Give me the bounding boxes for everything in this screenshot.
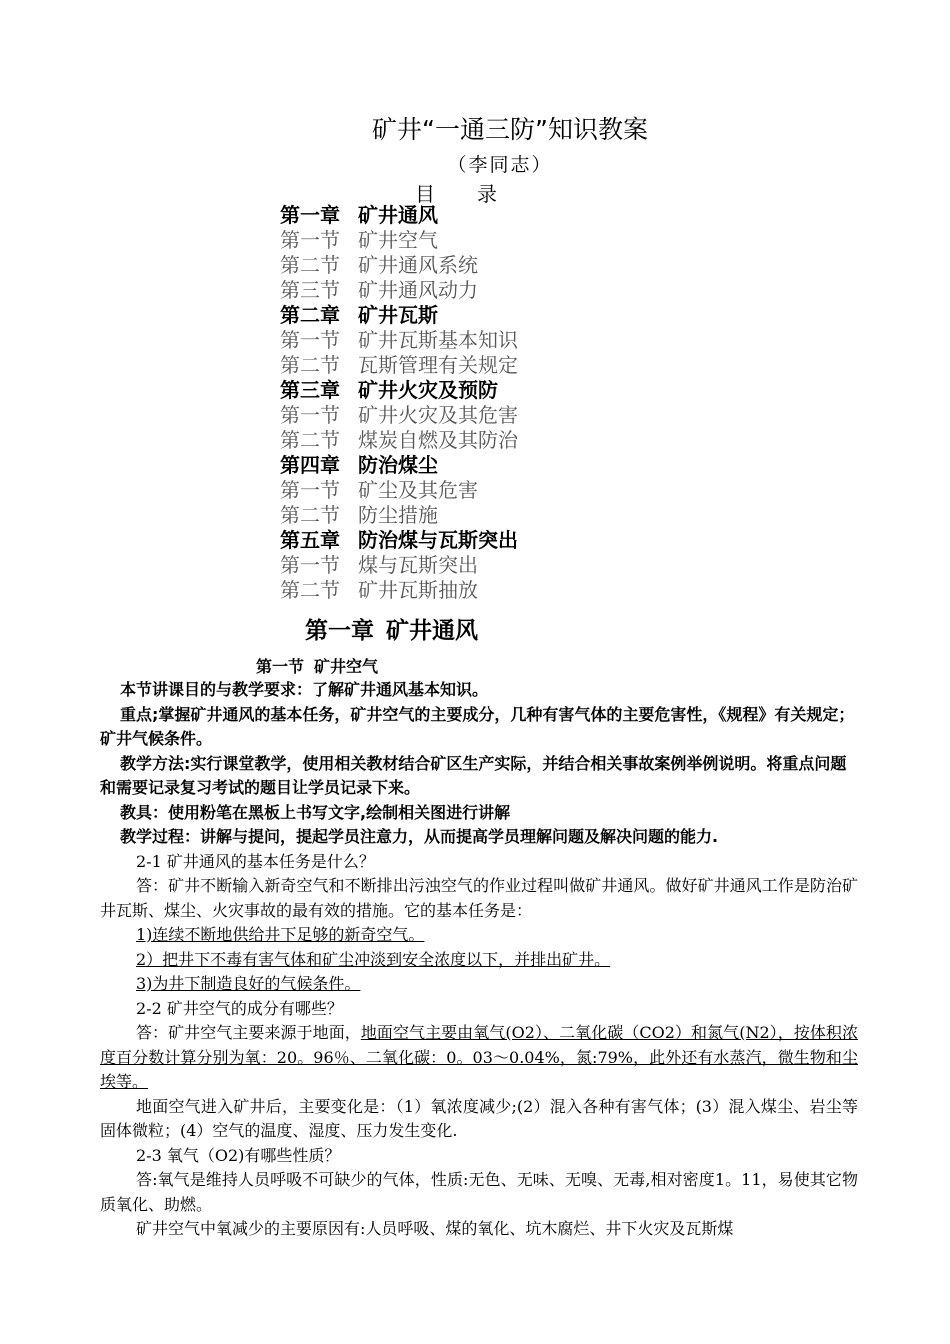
chapter-heading: [305, 612, 478, 645]
teaching-process: 教学过程：讲解与提问，提起学员注意力，从而提高学员理解问题及解决问题的能力.: [120, 827, 719, 846]
toc-number: 第一节: [280, 328, 340, 352]
teaching-key-points: 重点;掌握矿井通风的基本任务，矿井空气的主要成分，几种有害气体的主要危害性，《规程》有关规定；矿井气候条件。: [100, 704, 855, 748]
toc-section: [280, 353, 780, 378]
toc-label: 矿井火灾及其危害: [358, 403, 518, 427]
toc-section: [280, 503, 780, 528]
chapter-label: 矿井通风: [386, 618, 478, 644]
toc-label: 矿井空气: [358, 228, 438, 252]
toc-number: 第一章: [280, 203, 340, 227]
toc-number: 第二节: [280, 253, 340, 277]
paragraph: 地面空气进入矿井后，主要变化是：（1）氧浓度减少;(2）混入各种有害气体；(3）混入煤尘、岩尘等固体微粒；(4）空气的温度、湿度、压力发生变化.: [100, 1096, 858, 1140]
toc-heading-char: 目: [415, 182, 435, 206]
toc-number: 第一节: [280, 553, 340, 577]
toc-section: [280, 478, 780, 503]
toc-chapter: [280, 303, 780, 328]
question: 2-1 矿井通风的基本任务是什么？: [136, 851, 375, 871]
answer: 答：矿井不断输入新奇空气和不断排出污浊空气的作业过程叫做矿井通风。做好矿井通风工作是防治矿井瓦斯、煤尘、火灾事故的最有效的措施。它的基本任务是：: [100, 876, 858, 920]
toc-number: 第三章: [280, 378, 340, 402]
toc-label: 矿井瓦斯抽放: [358, 578, 478, 602]
toc-label: 矿井火灾及预防: [358, 378, 498, 402]
toc-section: [280, 553, 780, 578]
toc-label: 矿井通风系统: [358, 253, 478, 277]
toc-label: 煤与瓦斯突出: [358, 553, 478, 577]
section-heading: [256, 654, 378, 677]
toc-number: 第二节: [280, 503, 340, 527]
toc-section: [280, 328, 780, 353]
toc-heading-char: 录: [477, 182, 497, 206]
toc-number: 第五章: [280, 528, 340, 552]
answer: 答:氧气是维持人员呼吸不可缺少的气体，性质:无色、无味、无嗅、无毒,相对密度1。11，易使其它物质氧化、助燃。: [100, 1170, 858, 1214]
section-body: [100, 678, 858, 1242]
paragraph: 矿井空气中氧减少的主要原因有:人员呼吸、煤的氧化、坑木腐烂、井下火灾及瓦斯煤: [136, 1219, 734, 1238]
toc-label: 防治煤与瓦斯突出: [358, 528, 518, 552]
toc-section: [280, 403, 780, 428]
toc-section: [280, 228, 780, 253]
toc-chapter: [280, 203, 780, 228]
toc-label: 矿尘及其危害: [358, 478, 478, 502]
toc-number: 第二节: [280, 578, 340, 602]
teaching-tools: 教具：使用粉笔在黑板上书写文字,绘制相关图进行讲解: [120, 802, 511, 822]
toc-number: 第一节: [280, 478, 340, 502]
answer-list-item: 1)连续不断地供给井下足够的新奇空气。: [136, 925, 425, 944]
toc-section: [280, 278, 780, 303]
toc-label: 防治煤尘: [358, 453, 438, 477]
toc-label: 防尘措施: [358, 503, 438, 527]
answer: 答：矿井空气主要来源于地面，地面空气主要由氧气(O2）、二氧化碳（CO2）和氮气(N2），按体积浓度百分数计算分别为氧：20。96％、二氧化碳：0。03～0.04%，氮:79%，此外还有水蒸汽，微生物和尘埃等。: [100, 1023, 858, 1091]
toc-number: 第二章: [280, 303, 340, 327]
toc-label: 矿井瓦斯基本知识: [358, 328, 518, 352]
toc-label: 矿井通风动力: [358, 278, 478, 302]
answer-list-item: 2）把井下不毒有害气体和矿尘冲淡到安全浓度以下，并排出矿井。: [136, 949, 611, 969]
teaching-method: 教学方法:实行课堂教学，使用相关教材结合矿区生产实际，并结合相关事故案例举例说明。将重点问题和需要记录复习考试的题目让学员记录下来。: [100, 753, 847, 797]
chapter-number: 第一章: [305, 618, 374, 644]
toc-number: 第二节: [280, 353, 340, 377]
toc-number: 第一节: [280, 228, 340, 252]
toc-label: 矿井通风: [358, 203, 438, 227]
toc-chapter: [280, 453, 780, 478]
question: 2-3 氧气（O2)有哪些性质？: [136, 1145, 341, 1165]
toc-label: 煤炭自燃及其防治: [358, 428, 518, 452]
table-of-contents: [280, 203, 780, 603]
toc-section: [280, 578, 780, 603]
toc-number: 第三节: [280, 278, 340, 302]
section-number: 第一节: [256, 657, 305, 676]
document-author: （李同志）: [447, 154, 553, 176]
toc-chapter: [280, 378, 780, 403]
toc-number: 第四章: [280, 453, 340, 477]
answer-list-item: 3)为井下制造良好的气候条件。: [136, 974, 361, 993]
toc-chapter: [280, 528, 780, 553]
toc-section: [280, 253, 780, 278]
toc-label: 矿井瓦斯: [358, 303, 438, 327]
toc-number: 第一节: [280, 403, 340, 427]
question: 2-2 矿井空气的成分有哪些？: [136, 998, 343, 1018]
toc-section: [280, 428, 780, 453]
section-label: 矿井空气: [314, 657, 379, 676]
teaching-aim: 本节讲课目的与教学要求：了解矿井通风基本知识。: [120, 680, 489, 699]
toc-number: 第二节: [280, 428, 340, 452]
toc-label: 瓦斯管理有关规定: [358, 353, 518, 377]
document-title: 矿井“一通三防”知识教案: [372, 115, 648, 144]
